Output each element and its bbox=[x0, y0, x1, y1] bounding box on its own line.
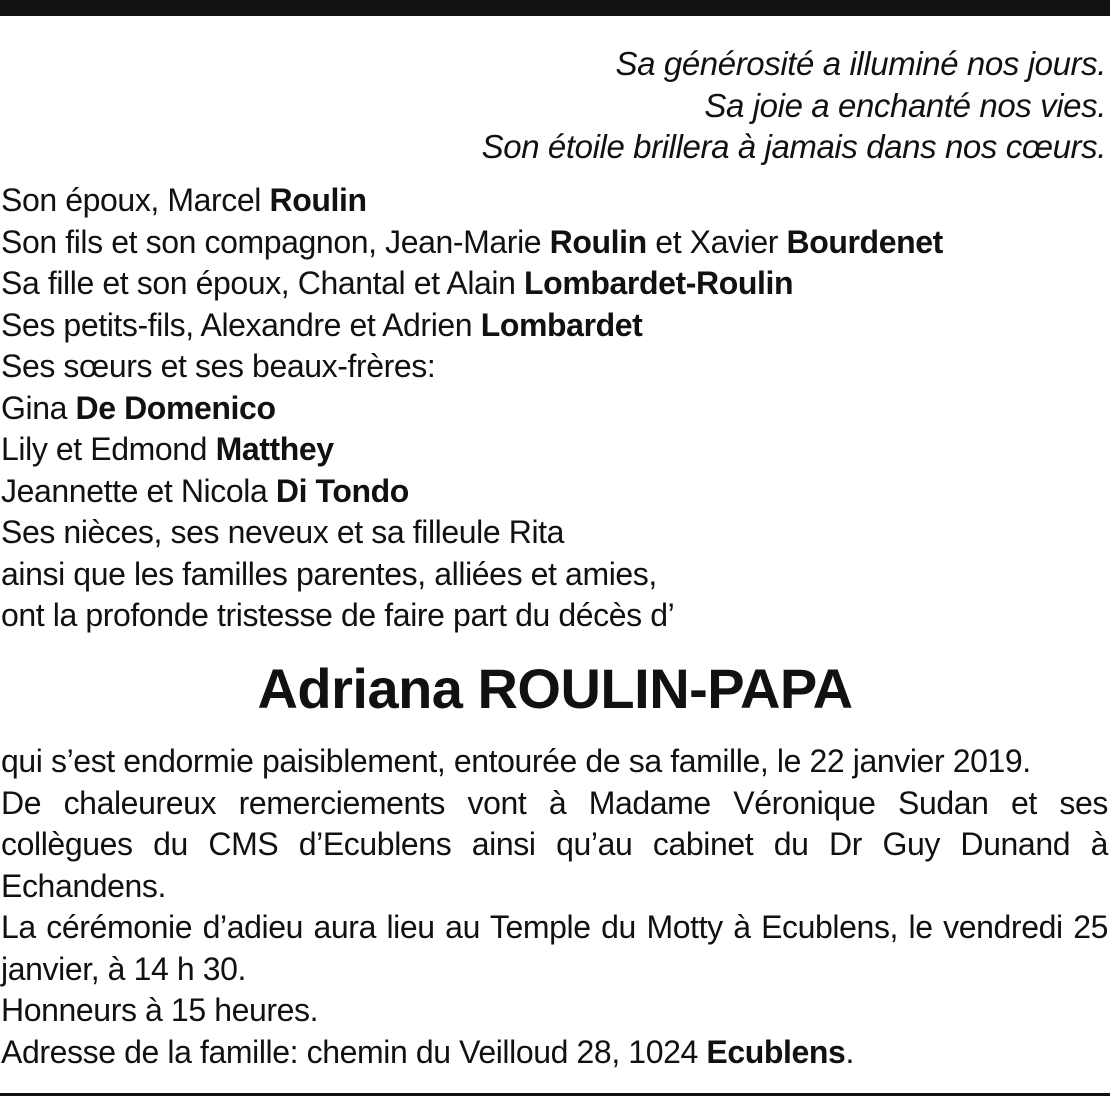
family-line-text: Jeannette et Nicola bbox=[1, 472, 276, 509]
family-line-text: Sa fille et son époux, Chantal et Alain bbox=[1, 265, 525, 301]
address-end: . bbox=[845, 1033, 854, 1070]
family-line bbox=[1, 388, 943, 430]
poem-line-2: Sa joie a enchanté nos vies. bbox=[704, 86, 1106, 124]
family-line-text: Ses petits-fils, Alexandre et Adrien bbox=[1, 306, 481, 343]
family-line-text: et Xavier bbox=[646, 223, 787, 260]
family-line bbox=[1, 429, 943, 471]
family-surname: Roulin bbox=[269, 182, 367, 218]
poem-line-3: Son étoile brillera à jamais dans nos cœurs. bbox=[481, 128, 1106, 165]
deceased-name: Adriana ROULIN-PAPA bbox=[257, 657, 853, 720]
family-list bbox=[1, 180, 943, 637]
family-surname: Bourdenet bbox=[786, 223, 943, 260]
family-line-text: ont la profonde tristesse de faire part du décès d’ bbox=[1, 597, 675, 633]
family-line-text: Gina bbox=[1, 389, 76, 426]
address-town: Ecublens bbox=[706, 1033, 846, 1070]
notice-body bbox=[1, 741, 1108, 1073]
address-text: Adresse de la famille: chemin du Veilloud 28, 1024 bbox=[1, 1033, 707, 1070]
family-line bbox=[1, 554, 943, 596]
family-line bbox=[1, 180, 943, 222]
family-line-text: Ses sœurs et ses beaux-frères: bbox=[1, 348, 436, 384]
family-surname: Matthey bbox=[215, 431, 334, 467]
family-line bbox=[1, 346, 943, 388]
top-rule bbox=[0, 0, 1110, 16]
address-paragraph bbox=[1, 1032, 1108, 1074]
thanks-paragraph: De chaleureux remerciements vont à Madame Véronique Sudan et ses collègues du CMS d’Ecublens ainsi qu’au cabinet du Dr Guy Dunand à Echandens. bbox=[1, 784, 1108, 904]
family-line bbox=[1, 471, 943, 513]
bottom-rule bbox=[0, 1093, 1110, 1096]
passing-paragraph: qui s’est endormie paisiblement, entourée de sa famille, le 22 janvier 2019. bbox=[1, 743, 1031, 779]
family-line-text: Lily et Edmond bbox=[1, 431, 216, 467]
family-surname: Di Tondo bbox=[275, 472, 409, 509]
family-surname: Roulin bbox=[549, 223, 647, 260]
family-line-text: Ses nièces, ses neveux et sa filleule Rita bbox=[1, 514, 565, 550]
family-line bbox=[1, 512, 943, 554]
family-line bbox=[1, 222, 943, 264]
honours-paragraph: Honneurs à 15 heures. bbox=[1, 992, 319, 1028]
ceremony-paragraph: La cérémonie d’adieu aura lieu au Temple du Motty à Ecublens, le vendredi 25 janvier, à 14 h 30. bbox=[1, 909, 1108, 987]
family-surname: Lombardet-Roulin bbox=[524, 265, 794, 301]
epitaph-poem bbox=[482, 43, 1106, 168]
family-line bbox=[1, 305, 943, 347]
family-line-text: Son fils et son compagnon, Jean-Marie bbox=[1, 223, 550, 260]
family-line bbox=[1, 595, 943, 637]
poem-line-1: Sa générosité a illuminé nos jours. bbox=[615, 45, 1106, 82]
family-line-text: Son époux, Marcel bbox=[1, 182, 270, 218]
family-surname: Lombardet bbox=[480, 306, 643, 343]
family-line bbox=[1, 263, 943, 305]
family-line-text: ainsi que les familles parentes, alliées et amies, bbox=[1, 555, 657, 592]
family-surname: De Domenico bbox=[75, 389, 276, 426]
